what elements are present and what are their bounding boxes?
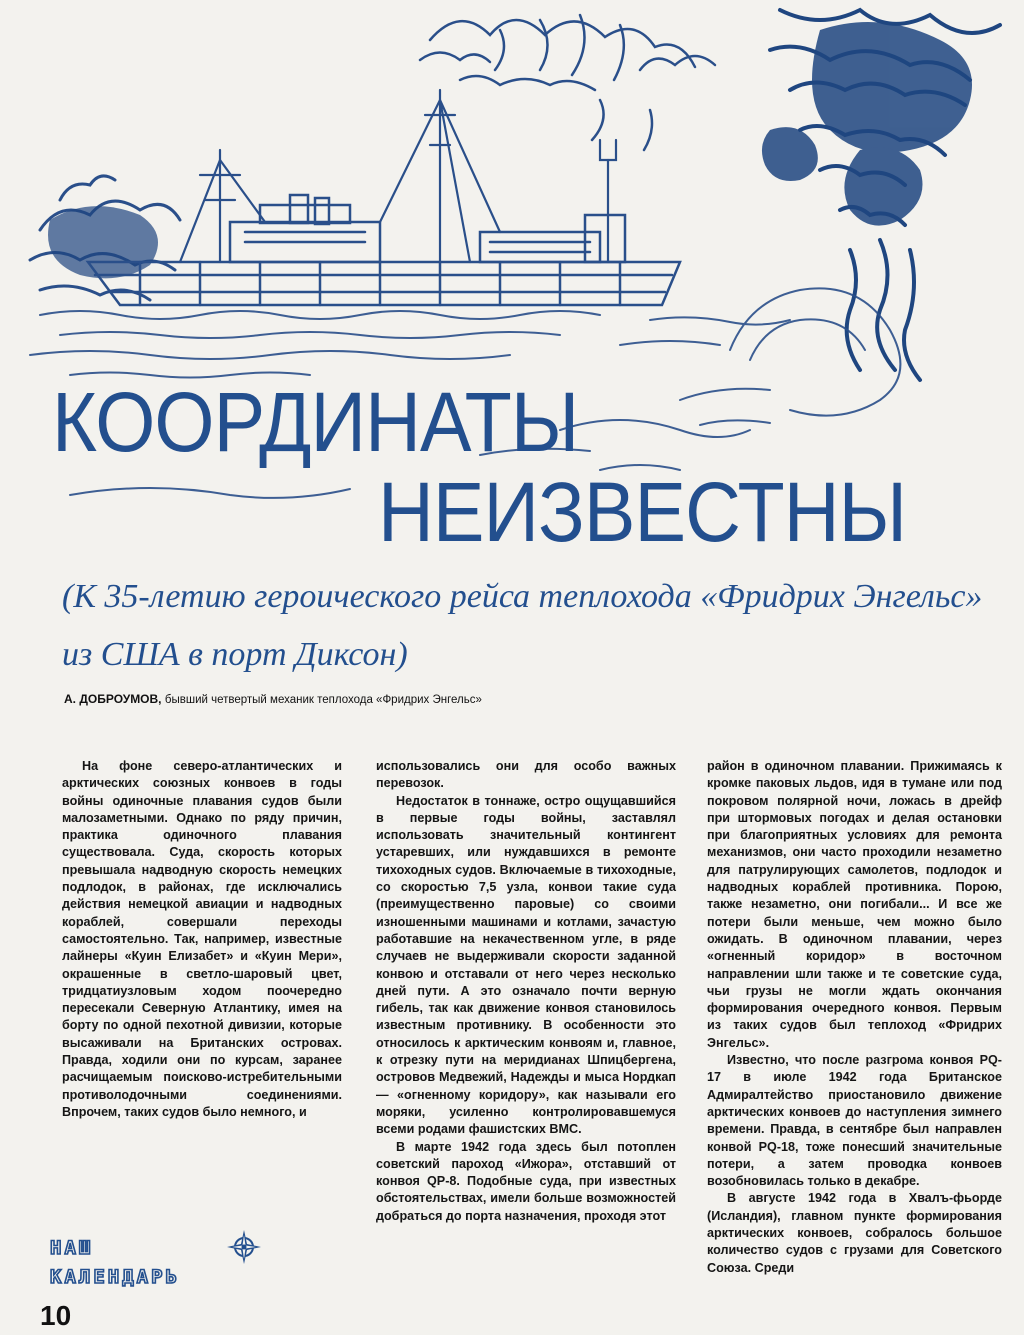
paragraph: использовались они для особо важных перевозок. <box>376 759 676 791</box>
paragraph: Известно, что после разгрома конвоя PQ-17 в июле 1942 года Британское Адмиралтейство приостановило движение арктических конвоев до наступления зимнего времени. Правда, в сентябре был направлен конвой PQ-18, тоже понесший значительные потери, а затем проводка конвоев возобновилась только в декабре. <box>707 1053 1002 1189</box>
paragraph: В марте 1942 года здесь был потоплен советский пароход «Ижора», отставший от конвоя QP-8. Подобные суда, при известных обстоятельствах, имели больше возможностей добраться до порта назначения, проходя этот <box>376 1139 676 1223</box>
byline <box>64 692 482 706</box>
sky-smoke-cloud <box>420 15 715 150</box>
article-subtitle: (К 35-летию героического рейса теплохода «Фридрих Энгельс» из США в порт Диксон) <box>62 578 983 673</box>
section-label-our-calendar <box>50 1234 180 1292</box>
paragraph: На фоне северо-атлантических и арктических союзных конвоев в годы войны одиночные плавания судов были малозаметными. Однако по ряду причин, практика одиночного плавания существовала. Суда, скорость которых превышала надводную скорость немецких подлодок, в районах, где исключались действия немецкой авиации и надводных кораблей, совершали переходы самостоятельно. Так, например, известные лайнеры «Куин Елизабет» и «Куин Мери», окрашенные в светло-шаровый цвет, тридцатиузловым ходом поочередно пересекали Северную Атлантику, имея на борту по одной пехотной дивизии, которые высаживали на Британских островах. Правда, ходили они по курсам, заранее расчищаемым поисково-истребительными противолодочными соединениями. Впрочем, таких судов было немного, и <box>62 759 342 1119</box>
byline-author: А. ДОБРОУМОВ, <box>64 692 162 706</box>
byline-role: бывший четвертый механик теплохода «Фридрих Энгельс» <box>164 694 482 706</box>
text-column-2 <box>376 758 676 1225</box>
section-label-line1: НАШ <box>50 1237 94 1259</box>
compass-rose-icon <box>226 1229 262 1265</box>
page-number: 10 <box>40 1300 72 1331</box>
paragraph: Недостаток в тоннаже, остро ощущавшийся в первые годы войны, заставлял использовать значительный контингент устаревших, или нуждавшихся в ремонте тихоходных судов. Включаемые в тихоходные, со скоростью 7,5 узла, конвои такие суда (преимущественно паровые) со своими изношенными машинами и котлами, зачастую работавшие на некачественном угле, в ряде случаев не выдерживали скорости заданной конвою и отставали от него через несколько дней пути. А это означало почти верную гибель, так как движение конвоя становилось известным противнику. В особенности это относилось к арктическим конвоям и, главное, к отрезку пути на меридианах Шпицбергена, островов Медвежий, Надежды и мыса Нордкап — «огненному коридору», как называли его моряки, усиленно контролировавшемуся всеми родами фашистских ВМС. <box>376 793 676 1137</box>
article-title-line1: КООРДИНАТЫ <box>52 375 579 469</box>
ship-hull <box>88 262 680 305</box>
article-title-line2: НЕИЗВЕСТНЫ <box>378 465 907 559</box>
ship-superstructure <box>230 195 625 262</box>
paragraph: район в одиночном плавании. Прижимаясь к кромке паковых льдов, идя в тумане или под покровом полярной ночи, ложась в дрейф при штормовых погодах и делая остановки при благоприятных условиях для ремонта механизмов, они часто проходили незаметно для патрулирующих самолетов, подлодок и надводных кораблей противника. Порою, также незаметно, они погибали... И все же потери были меньше, чем можно было ожидать. В одиночном плавании, через «огненный коридор» в восточном направлении шли также и те советские суда, чьи грузы не могли ждать окончания формирования очередного конвоя. Первым из таких судов был теплоход «Фридрих Энгельс». <box>707 759 1002 1050</box>
text-column-1 <box>62 758 342 1121</box>
ship-masts <box>180 90 616 262</box>
paragraph: В августе 1942 года в Хвалъ-фьорде (Исландия), главном пункте формирования арктических конвоев, собралось большое количество судов с грузами для Советского Союза. Среди <box>707 1191 1002 1275</box>
section-label-line2: КАЛЕНДАРЬ <box>50 1266 180 1288</box>
text-column-3 <box>707 758 1002 1277</box>
